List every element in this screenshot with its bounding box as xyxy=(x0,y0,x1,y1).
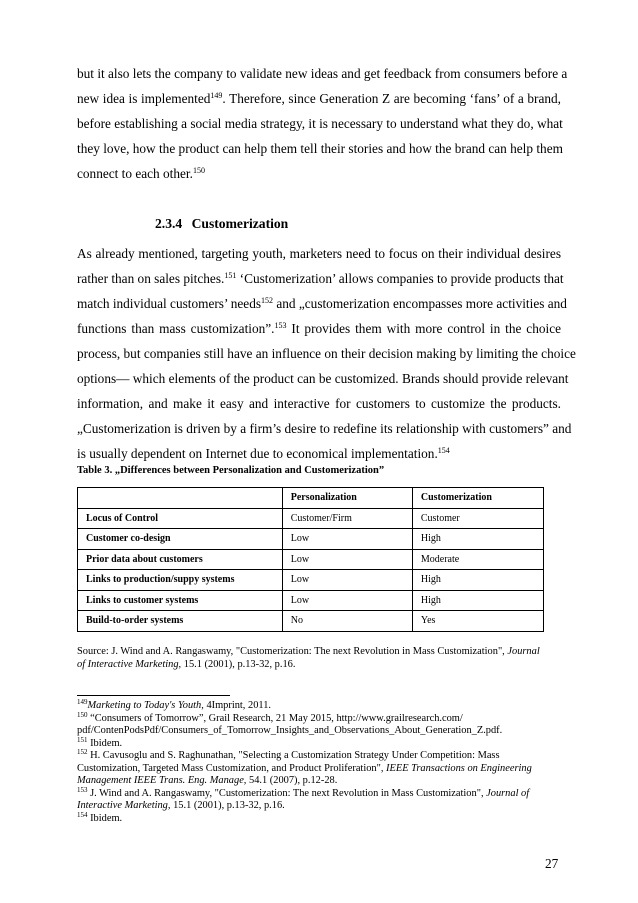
table-cell: High xyxy=(412,570,543,591)
table-row xyxy=(78,611,544,632)
text-line xyxy=(77,366,569,391)
table-caption: Table 3. „Differences between Personalization and Customerization” xyxy=(77,465,385,476)
footnote-journal: IEEE Transactions on Engineering Management IEEE Trans. Eng. Manage, xyxy=(77,762,532,786)
comparison-table xyxy=(77,487,544,632)
footnote-text-cont: 15.1 (2001), p.13-32, p.16. xyxy=(170,800,285,811)
table-header-cell: Customerization xyxy=(412,488,543,509)
line-text-cont: . Therefore, since Generation Z are becoming ‘fans’ of a brand, xyxy=(222,91,561,106)
footnote xyxy=(77,810,561,826)
footnote-number: 152 xyxy=(77,748,88,756)
footnote-text: 4Imprint, 2011. xyxy=(203,700,271,711)
row-label: Prior data about customers xyxy=(78,549,283,570)
source-journal: Journal of Interactive Marketing, xyxy=(77,646,540,670)
table-header-row xyxy=(78,488,544,509)
table-cell: High xyxy=(412,529,543,550)
line-text: options— which elements of the product can be customized. Brands should provide relevant xyxy=(77,371,569,386)
row-label: Customer co-design xyxy=(78,529,283,550)
footnote xyxy=(77,735,561,751)
line-text: process, but companies still have an influence on their decision making by limiting the choice xyxy=(77,346,576,361)
page-number: 27 xyxy=(545,856,559,871)
line-text: but it also lets the company to validate new ideas and get feedback from consumers before a xyxy=(77,66,568,81)
line-text: connect to each other. xyxy=(77,166,193,181)
table-header-cell: Personalization xyxy=(282,488,412,509)
text-line xyxy=(77,161,561,186)
table-cell: No xyxy=(282,611,412,632)
table-cell: Yes xyxy=(412,611,543,632)
text-line xyxy=(77,291,567,316)
table-cell: Low xyxy=(282,570,412,591)
text-line xyxy=(77,391,561,416)
footnote-ref: 151 xyxy=(224,271,237,280)
table-cell: Low xyxy=(282,529,412,550)
line-text: match individual customers’ needs xyxy=(77,296,262,311)
line-text-cont: It provides them with more control in the choice xyxy=(286,321,561,336)
footnote xyxy=(77,785,561,813)
line-text: information, and make it easy and interactive for customers to customize the products. xyxy=(77,396,561,411)
footnote-title: Marketing to Today's Youth, xyxy=(87,700,204,711)
text-line xyxy=(77,61,568,86)
footnote xyxy=(77,750,561,788)
text-line xyxy=(77,136,561,161)
line-text-cont: ‘Customerization’ allows companies to provide products that xyxy=(236,271,564,286)
text-line xyxy=(77,416,572,441)
footnote-ref: 150 xyxy=(192,166,205,175)
footnote-text: H. Cavusoglu and S. Raghunathan, "Selecting a Customization Strategy Under Competition: Mass Customization, Targeted Mass Customization, and Product Proliferation", xyxy=(77,750,500,774)
row-label: Links to production/suppy systems xyxy=(78,570,283,591)
text-line xyxy=(77,341,576,366)
footnote-text: Ibidem. xyxy=(87,812,123,824)
row-label: Locus of Control xyxy=(78,508,283,529)
paragraph-customerization xyxy=(77,241,576,466)
section-title: Customerization xyxy=(191,216,289,231)
table-cell: Customer xyxy=(412,508,543,529)
text-line xyxy=(77,241,561,266)
row-label: Build-to-order systems xyxy=(78,611,283,632)
paragraph-generation-z xyxy=(77,61,568,186)
table-cell: Customer/Firm xyxy=(282,508,412,529)
table-cell: Low xyxy=(282,549,412,570)
footnote xyxy=(77,710,561,738)
footnote-number: 150 xyxy=(77,710,88,719)
line-text: „Customerization is driven by a firm’s desire to redefine its relationship with customers” and xyxy=(77,421,572,436)
footnote-number: 149 xyxy=(77,698,88,706)
footnote-ref: 153 xyxy=(274,321,287,330)
footnote-number: 151 xyxy=(77,735,88,744)
source-suffix: 15.1 (2001), p.13-32, p.16. xyxy=(181,659,296,670)
line-text: functions than mass customization”. xyxy=(77,321,275,336)
text-line xyxy=(77,111,561,136)
footnote-number: 154 xyxy=(77,810,88,819)
footnote xyxy=(77,700,561,713)
table-cell: High xyxy=(412,590,543,611)
line-text: is usually dependent on Internet due to economical implementation. xyxy=(77,446,438,461)
line-text: rather than on sales pitches. xyxy=(77,271,225,286)
line-text-cont: and „customerization encompasses more activities and xyxy=(273,296,567,311)
table-row xyxy=(78,590,544,611)
text-line xyxy=(77,316,561,341)
footnote-separator xyxy=(77,695,230,696)
section-number: 2.3.4 xyxy=(155,216,183,231)
footnotes xyxy=(77,700,561,825)
text-line xyxy=(77,86,561,111)
footnote-ref: 154 xyxy=(437,446,450,455)
text-line xyxy=(77,441,561,466)
row-label: Links to customer systems xyxy=(78,590,283,611)
line-text: before establishing a social media strategy, it is necessary to understand what they do, what xyxy=(77,116,563,131)
text-line xyxy=(77,266,564,291)
footnote-ref: 152 xyxy=(261,296,274,305)
table-row xyxy=(78,508,544,529)
source-prefix: Source: J. Wind and A. Rangaswamy, "Customerization: The next Revolution in Mass Customization", xyxy=(77,646,508,657)
table-source xyxy=(77,645,547,671)
footnote-text: “Consumers of Tomorrow”, Grail Research, 21 May 2015, http://www.grailresearch.com/ pdf/ContenPodsPdf/Consumers_of_Tomorrow_Insights_and_Observations_About_Generation_Z.pdf. xyxy=(77,712,503,736)
line-text: new idea is implemented xyxy=(77,91,211,106)
line-text: As already mentioned, targeting youth, marketers need to focus on their individual desires xyxy=(77,246,561,261)
footnote-number: 153 xyxy=(77,785,88,794)
table-cell: Moderate xyxy=(412,549,543,570)
footnote-text-cont: 54.1 (2007), p.12-28. xyxy=(246,775,338,786)
line-text: they love, how the product can help them tell their stories and how the brand can help them xyxy=(77,141,563,156)
table-row xyxy=(78,529,544,550)
footnote-text: J. Wind and A. Rangaswamy, "Customerization: The next Revolution in Mass Customization", xyxy=(87,787,487,799)
footnote-journal: Journal of Interactive Marketing, xyxy=(77,787,530,811)
table-header-cell xyxy=(78,488,283,509)
section-heading xyxy=(155,216,294,232)
table-row xyxy=(78,549,544,570)
table-row xyxy=(78,570,544,591)
footnote-text: Ibidem. xyxy=(87,737,123,749)
table-cell: Low xyxy=(282,590,412,611)
footnote-ref: 149 xyxy=(210,91,223,100)
